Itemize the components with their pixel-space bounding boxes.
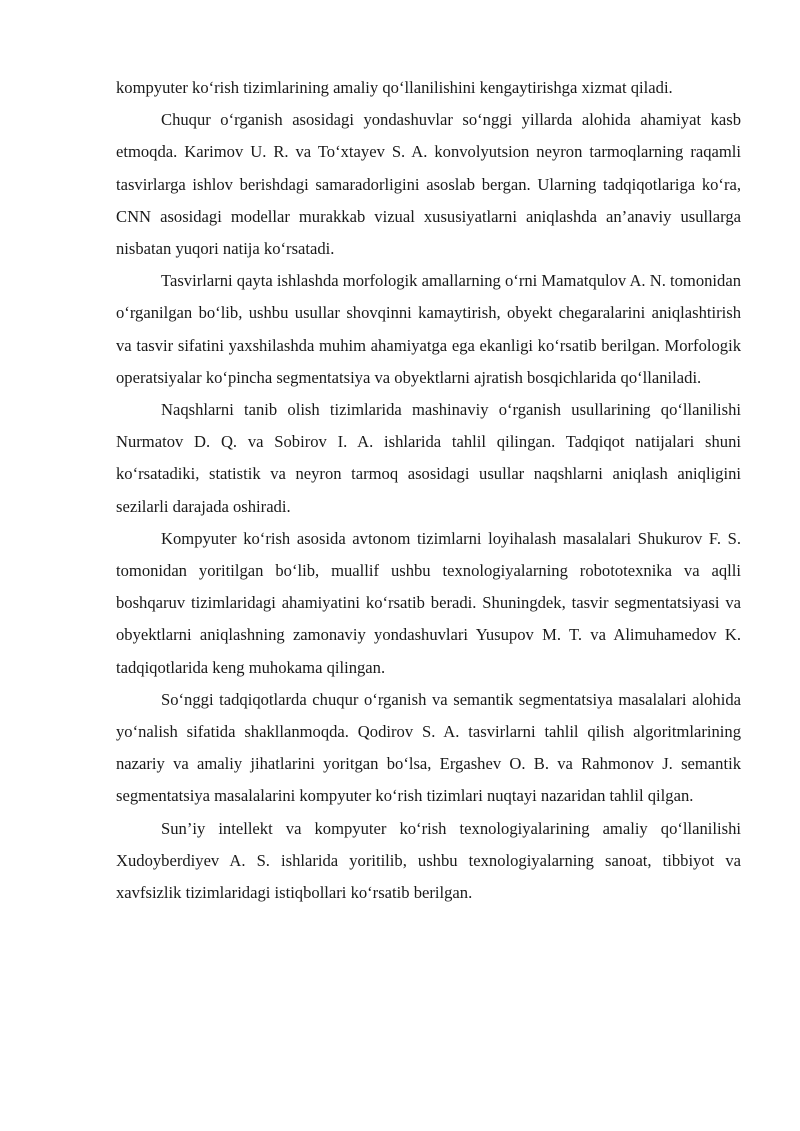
document-page — [116, 72, 741, 909]
paragraph-autonomous-systems: Kompyuter ko‘rish asosida avtonom tizimlarni loyihalash masalalari Shukurov F. S. tomonidan yoritilgan bo‘lib, muallif ushbu texnologiyalarning robototexnika va aqlli boshqaruv tizimlaridagi ahamiyatini ko‘rsatib beradi. Shuningdek, tasvir segmentatsiyasi va obyektlarni aniqlashning zamonaviy yondashuvlari Yusupov M. T. va Alimuhamedov K. tadqiqotlarida keng muhokama qilingan. — [116, 528, 741, 677]
paragraph-semantic-segmentation: So‘nggi tadqiqotlarda chuqur o‘rganish va semantik segmentatsiya masalalari alohida yo‘nalish sifatida shakllanmoqda. Qodirov S. A. tasvirlarni tahlil qilish algoritmlarining nazariy va amaliy jihatlarini yoritgan bo‘lsa, Ergashev O. B. va Rahmonov J. semantik segmentatsiya masalalarini kompyuter ko‘rish tizimlari nuqtayi nazaridan tahlil qilgan. — [116, 689, 741, 806]
paragraph-pattern-recognition: Naqshlarni tanib olish tizimlarida mashinaviy o‘rganish usullarining qo‘llanilishi Nurmatov D. Q. va Sobirov I. A. ishlarida tahlil qilingan. Tadqiqot natijalari shuni ko‘rsatadiki, statistik va neyron tarmoq asosidagi usullar naqshlarni aniqlash aniqligini sezilarli darajada oshiradi. — [116, 400, 741, 516]
paragraph-continuation: kompyuter ko‘rish tizimlarining amaliy qo‘llanilishini kengaytirishga xizmat qiladi. — [116, 78, 673, 97]
paragraph-deep-learning: Chuqur o‘rganish asosidagi yondashuvlar so‘nggi yillarda alohida ahamiyat kasb etmoqda. Karimov U. R. va To‘xtayev S. A. konvolyutsion neyron tarmoqlarning raqamli tasvirlarga ishlov berishdagi samaradorligini asoslab bergan. Ularning tadqiqotlariga ko‘ra, CNN asosidagi modellar murakkab vizual xususiyatlarni aniqlashda an’anaviy usullarga nisbatan yuqori natija ko‘rsatadi. — [116, 110, 741, 259]
paragraph-ai-applications: Sun’iy intellekt va kompyuter ko‘rish texnologiyalarining amaliy qo‘llanilishi Xudoyberdiyev A. S. ishlarida yoritilib, ushbu texnologiyalarning sanoat, tibbiyot va xavfsizlik tizimlaridagi istiqbollari ko‘rsatib berilgan. — [116, 818, 741, 903]
paragraph-morphology: Tasvirlarni qayta ishlashda morfologik amallarning o‘rni Mamatqulov A. N. tomonidan o‘rganilgan bo‘lib, ushbu usullar shovqinni kamaytirish, obyekt chegaralarini aniqlashtirish va tasvir sifatini yaxshilashda muhim ahamiyatga ega ekanligi ko‘rsatib berilgan. Morfologik operatsiyalar ko‘pincha segmentatsiya va obyektlarni ajratish bosqichlarida qo‘llaniladi. — [116, 271, 741, 387]
